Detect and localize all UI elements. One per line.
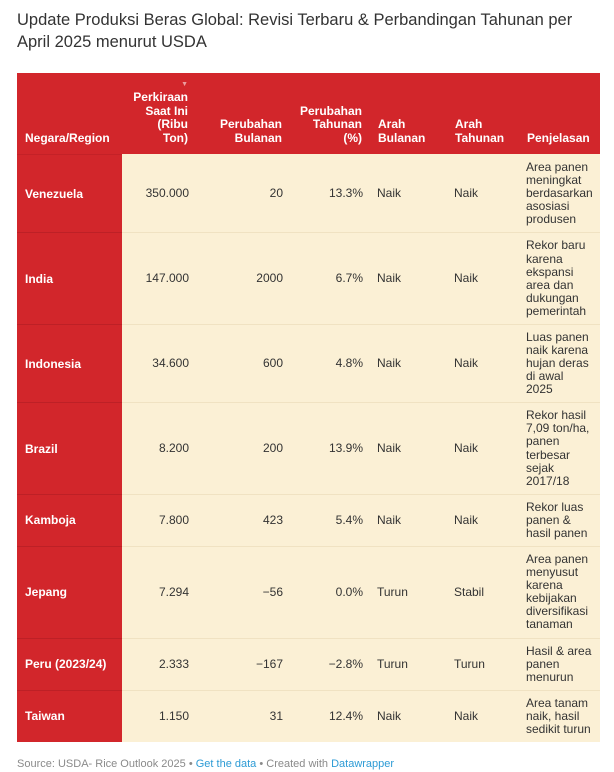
col-header-arah-bulanan[interactable] (370, 73, 447, 155)
row-label: Peru (2023/24) (17, 638, 122, 690)
cell-perubahan-tahunan: 0.0% (290, 547, 370, 638)
cell-perubahan-tahunan: 12.4% (290, 690, 370, 742)
sort-descending-icon: ▼ (181, 80, 188, 88)
col-header-label: Arah Tahunan (455, 117, 505, 145)
cell-perubahan-tahunan: 5.4% (290, 494, 370, 546)
cell-penjelasan: Hasil & area panen menurun (519, 638, 600, 690)
col-header-perubahan-bulanan[interactable] (196, 73, 290, 155)
table-row-peru (17, 638, 600, 690)
cell-arah-bulanan: Naik (370, 233, 447, 324)
cell-arah-bulanan: Turun (370, 547, 447, 638)
col-header-negara-region[interactable] (17, 73, 122, 155)
cell-penjelasan: Area panen menyusut karena kebijakan diversifikasi tanaman (519, 547, 600, 638)
cell-perubahan-tahunan: 6.7% (290, 233, 370, 324)
cell-arah-bulanan: Naik (370, 155, 447, 233)
table-row-indonesia (17, 324, 600, 402)
col-header-label: Negara/Region (25, 130, 110, 145)
source-text: Source: USDA- Rice Outlook 2025 (17, 757, 186, 770)
row-label: Jepang (17, 547, 122, 638)
table-row-taiwan (17, 690, 600, 742)
col-header-label: Arah Bulanan (378, 117, 426, 145)
rice-production-table (17, 73, 600, 742)
table-footer (17, 757, 600, 772)
cell-arah-bulanan: Naik (370, 403, 447, 494)
cell-penjelasan: Rekor baru karena ekspansi area dan dukungan pemerintah (519, 233, 600, 324)
cell-perubahan-bulanan: −167 (196, 638, 290, 690)
col-header-label: Perubahan Bulanan (219, 117, 282, 145)
get-the-data-link[interactable]: Get the data (195, 757, 257, 770)
cell-arah-tahunan: Naik (447, 494, 519, 546)
cell-perkiraan: 147.000 (122, 233, 196, 324)
cell-perubahan-tahunan: 13.9% (290, 403, 370, 494)
cell-perubahan-bulanan: 423 (196, 494, 290, 546)
cell-perkiraan: 7.800 (122, 494, 196, 546)
cell-arah-tahunan: Turun (447, 638, 519, 690)
table-row-jepang (17, 547, 600, 638)
cell-perubahan-tahunan: 4.8% (290, 324, 370, 402)
datawrapper-brand-link[interactable]: Datawrapper (331, 757, 395, 770)
cell-arah-bulanan: Naik (370, 324, 447, 402)
cell-perkiraan: 2.333 (122, 638, 196, 690)
col-header-label: Perubahan Tahunan (%) (299, 103, 362, 145)
cell-arah-bulanan: Naik (370, 690, 447, 742)
row-label: Indonesia (17, 324, 122, 402)
cell-perubahan-tahunan: −2.8% (290, 638, 370, 690)
cell-perkiraan: 7.294 (122, 547, 196, 638)
footer-separator: • (188, 757, 193, 770)
col-header-arah-tahunan[interactable] (447, 73, 519, 155)
table-header (17, 73, 600, 155)
cell-penjelasan: Luas panen naik karena hujan deras di awal 2025 (519, 324, 600, 402)
cell-perubahan-bulanan: 20 (196, 155, 290, 233)
cell-perubahan-bulanan: 31 (196, 690, 290, 742)
cell-arah-tahunan: Naik (447, 403, 519, 494)
col-header-perubahan-tahunan[interactable] (290, 73, 370, 155)
cell-arah-tahunan: Naik (447, 324, 519, 402)
col-header-perkiraan-saat-ini[interactable] (122, 73, 196, 155)
cell-arah-tahunan: Stabil (447, 547, 519, 638)
row-label: Taiwan (17, 690, 122, 742)
cell-perubahan-bulanan: −56 (196, 547, 290, 638)
footer-separator: • (259, 757, 264, 770)
table-row-brazil (17, 403, 600, 494)
row-label: Brazil (17, 403, 122, 494)
table-row-kamboja (17, 494, 600, 546)
cell-perkiraan: 34.600 (122, 324, 196, 402)
cell-perubahan-bulanan: 2000 (196, 233, 290, 324)
table-row-india (17, 233, 600, 324)
page-title: Update Produksi Beras Global: Revisi Terbaru & Perbandingan Tahunan per April 2025 menurut USDA (17, 11, 573, 51)
cell-penjelasan: Area tanam naik, hasil sedikit turun (519, 690, 600, 742)
cell-arah-bulanan: Turun (370, 638, 447, 690)
cell-perubahan-bulanan: 600 (196, 324, 290, 402)
cell-arah-bulanan: Naik (370, 494, 447, 546)
table-row-venezuela (17, 155, 600, 233)
col-header-label: Perkiraan Saat Ini (Ribu Ton) (133, 90, 188, 145)
cell-arah-tahunan: Naik (447, 155, 519, 233)
row-label: Venezuela (17, 155, 122, 233)
cell-perubahan-bulanan: 200 (196, 403, 290, 494)
created-with-text: Created with (266, 757, 329, 770)
cell-penjelasan: Rekor luas panen & hasil panen (519, 494, 600, 546)
row-label: Kamboja (17, 494, 122, 546)
cell-perubahan-tahunan: 13.3% (290, 155, 370, 233)
row-label: India (17, 233, 122, 324)
table-body (17, 155, 600, 742)
header-row (17, 73, 600, 155)
cell-arah-tahunan: Naik (447, 690, 519, 742)
col-header-penjelasan[interactable] (519, 73, 600, 155)
cell-penjelasan: Area panen meningkat berdasarkan asosiasi produsen (519, 155, 600, 233)
col-header-label: Penjelasan (527, 130, 590, 145)
cell-penjelasan: Rekor hasil 7,09 ton/ha, panen terbesar sejak 2017/18 (519, 403, 600, 494)
cell-arah-tahunan: Naik (447, 233, 519, 324)
cell-perkiraan: 8.200 (122, 403, 196, 494)
cell-perkiraan: 350.000 (122, 155, 196, 233)
cell-perkiraan: 1.150 (122, 690, 196, 742)
